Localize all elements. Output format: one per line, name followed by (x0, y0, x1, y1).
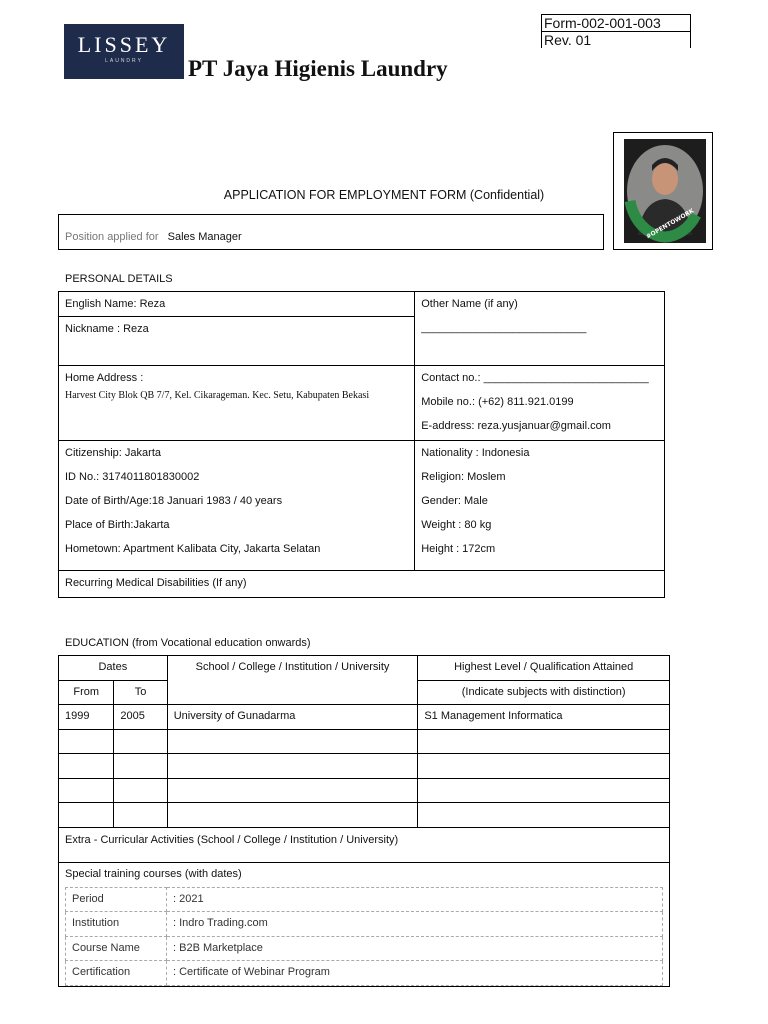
photo-badge-text: #OPENTOWORK (645, 207, 696, 241)
logo-sub: LAUNDRY (105, 58, 143, 64)
home-address: Harvest City Blok QB 7/7, Kel. Cikarageman. Kec. Setu, Kabupaten Bekasi (65, 390, 370, 401)
identity-cell (59, 441, 415, 571)
email-address: E-address: reza.yusjanuar@gmail.com (421, 420, 611, 432)
english-name: English Name: Reza (59, 292, 415, 317)
home-address-label: Home Address : (65, 372, 144, 384)
course-value: : Certificate of Webinar Program (167, 961, 663, 986)
table-row (66, 912, 663, 937)
form-revision: Rev. 01 (541, 31, 691, 48)
table-row (66, 961, 663, 986)
logo-brand: LISSEY (77, 32, 171, 57)
form-number: Form-002-001-003 (541, 14, 691, 31)
position-applied (58, 214, 604, 250)
personal-details-table (58, 291, 665, 598)
attributes-cell (415, 441, 665, 571)
extra-curricular: Extra - Curricular Activities (School / College / Institution / University) (59, 827, 670, 862)
form-id-box (541, 14, 691, 48)
course-value: : 2021 (167, 887, 663, 912)
col-to: To (114, 680, 167, 705)
course-label: Period (66, 887, 167, 912)
col-level: Highest Level / Qualification Attained (418, 656, 670, 681)
training-cell (59, 862, 670, 986)
table-row (59, 803, 670, 828)
course-label: Institution (66, 912, 167, 937)
position-label: Position applied for (65, 231, 159, 243)
course-label: Certification (66, 961, 167, 986)
col-school: School / College / Institution / University (167, 656, 418, 705)
table-row (59, 705, 670, 730)
other-name-label: Other Name (if any) (421, 298, 518, 310)
home-address-cell (59, 366, 415, 441)
course-label: Course Name (66, 936, 167, 961)
table-row (66, 936, 663, 961)
edu-from: 1999 (59, 705, 114, 730)
medical-disabilities: Recurring Medical Disabilities (If any) (59, 571, 665, 598)
table-row (59, 729, 670, 754)
id-number: ID No.: 3174011801830002 (65, 471, 200, 483)
col-level-note: (Indicate subjects with distinction) (418, 680, 670, 705)
religion: Religion: Moslem (421, 471, 506, 483)
form-title: APPLICATION FOR EMPLOYMENT FORM (Confidential) (223, 188, 545, 202)
contact-cell (415, 366, 665, 441)
position-value: Sales Manager (167, 231, 242, 243)
company-name: PT Jaya Higienis Laundry (188, 56, 448, 81)
education-table (58, 655, 670, 987)
edu-school: University of Gunadarma (167, 705, 418, 730)
education-heading: EDUCATION (from Vocational education onwards) (65, 637, 311, 649)
personal-details-heading: PERSONAL DETAILS (65, 273, 173, 285)
other-name-blank: ___________________________ (421, 322, 587, 334)
training-table (65, 887, 663, 986)
weight: Weight : 80 kg (421, 519, 492, 531)
mobile-no: Mobile no.: (+62) 811.921.0199 (421, 396, 574, 408)
nationality: Nationality : Indonesia (421, 447, 530, 459)
table-row (59, 754, 670, 779)
company-logo (64, 24, 184, 79)
course-value: : B2B Marketplace (167, 936, 663, 961)
course-value: : Indro Trading.com (167, 912, 663, 937)
col-dates: Dates (59, 656, 168, 681)
contact-no: Contact no.: ___________________________ (421, 372, 649, 384)
col-from: From (59, 680, 114, 705)
table-row (66, 887, 663, 912)
other-name-cell (415, 292, 665, 366)
nickname: Nickname : Reza (59, 317, 415, 366)
edu-to: 2005 (114, 705, 167, 730)
table-row (59, 778, 670, 803)
date-of-birth: Date of Birth/Age:18 Januari 1983 / 40 years (65, 495, 283, 507)
height: Height : 172cm (421, 543, 496, 555)
edu-level: S1 Management Informatica (418, 705, 670, 730)
hometown: Hometown: Apartment Kalibata City, Jakarta Selatan (65, 543, 321, 555)
gender: Gender: Male (421, 495, 488, 507)
training-heading: Special training courses (with dates) (65, 867, 242, 880)
citizenship: Citizenship: Jakarta (65, 447, 161, 459)
place-of-birth: Place of Birth:Jakarta (65, 519, 170, 531)
